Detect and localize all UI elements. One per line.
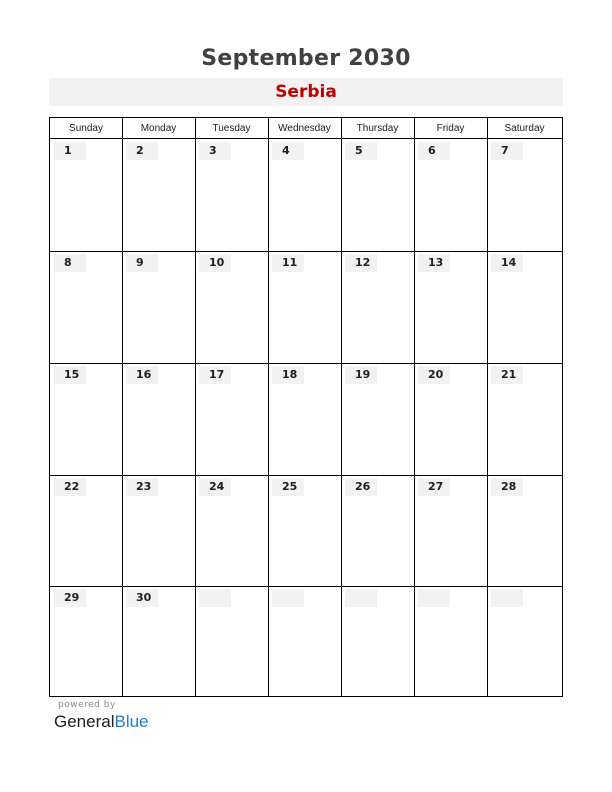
day-cell-30[interactable] — [122, 586, 195, 696]
day-cell-8[interactable] — [50, 251, 122, 363]
country-banner — [49, 78, 563, 106]
day-number: 6 — [418, 142, 450, 160]
day-cell-7[interactable] — [487, 139, 562, 251]
day-number: 7 — [491, 142, 523, 160]
day-cell-14[interactable] — [487, 251, 562, 363]
generalblue-logo[interactable] — [54, 712, 149, 732]
day-cell-12[interactable] — [341, 251, 414, 363]
day-cell-29[interactable] — [50, 586, 122, 696]
day-cell-3[interactable] — [195, 139, 268, 251]
weekday-header-thursday: Thursday — [341, 118, 414, 139]
powered-by-label: powered by — [58, 700, 116, 710]
day-number — [418, 589, 450, 607]
day-number: 1 — [54, 142, 86, 160]
day-number: 5 — [345, 142, 377, 160]
day-cell-22[interactable] — [50, 475, 122, 586]
day-number: 17 — [199, 366, 231, 384]
day-cell-25[interactable] — [268, 475, 341, 586]
day-number: 12 — [345, 254, 377, 272]
day-number: 30 — [126, 589, 158, 607]
day-number: 24 — [199, 478, 231, 496]
day-number: 14 — [491, 254, 523, 272]
day-number: 9 — [126, 254, 158, 272]
day-cell-5[interactable] — [341, 139, 414, 251]
brand-general: General — [54, 712, 115, 731]
empty-day-cell[interactable] — [414, 586, 487, 696]
day-cell-20[interactable] — [414, 363, 487, 475]
day-number: 21 — [491, 366, 523, 384]
day-number: 27 — [418, 478, 450, 496]
day-cell-26[interactable] — [341, 475, 414, 586]
empty-day-cell[interactable] — [341, 586, 414, 696]
empty-day-cell[interactable] — [195, 586, 268, 696]
day-cell-11[interactable] — [268, 251, 341, 363]
day-number: 18 — [272, 366, 304, 384]
day-cell-16[interactable] — [122, 363, 195, 475]
day-number: 16 — [126, 366, 158, 384]
day-cell-17[interactable] — [195, 363, 268, 475]
day-cell-2[interactable] — [122, 139, 195, 251]
day-number: 15 — [54, 366, 86, 384]
day-cell-23[interactable] — [122, 475, 195, 586]
day-number: 19 — [345, 366, 377, 384]
day-number — [345, 589, 377, 607]
day-cell-18[interactable] — [268, 363, 341, 475]
day-number — [272, 589, 304, 607]
day-number: 2 — [126, 142, 158, 160]
day-number: 8 — [54, 254, 86, 272]
day-number: 20 — [418, 366, 450, 384]
day-number: 26 — [345, 478, 377, 496]
day-cell-6[interactable] — [414, 139, 487, 251]
day-cell-9[interactable] — [122, 251, 195, 363]
day-cell-4[interactable] — [268, 139, 341, 251]
day-cell-21[interactable] — [487, 363, 562, 475]
weekday-header-sunday: Sunday — [50, 118, 122, 139]
weekday-header-friday: Friday — [414, 118, 487, 139]
weekday-header-saturday: Saturday — [487, 118, 562, 139]
weekday-header-wednesday: Wednesday — [268, 118, 341, 139]
day-cell-28[interactable] — [487, 475, 562, 586]
empty-day-cell[interactable] — [268, 586, 341, 696]
day-number: 25 — [272, 478, 304, 496]
calendar-title: September 2030 — [201, 46, 411, 71]
day-number — [491, 589, 523, 607]
day-cell-10[interactable] — [195, 251, 268, 363]
day-number: 22 — [54, 478, 86, 496]
empty-day-cell[interactable] — [487, 586, 562, 696]
day-number — [199, 589, 231, 607]
day-number: 13 — [418, 254, 450, 272]
day-cell-13[interactable] — [414, 251, 487, 363]
weekday-header-tuesday: Tuesday — [195, 118, 268, 139]
day-number: 23 — [126, 478, 158, 496]
day-cell-19[interactable] — [341, 363, 414, 475]
day-cell-27[interactable] — [414, 475, 487, 586]
day-number: 11 — [272, 254, 304, 272]
calendar-grid — [49, 117, 563, 697]
day-number: 3 — [199, 142, 231, 160]
country-name: Serbia — [275, 82, 337, 102]
day-number: 28 — [491, 478, 523, 496]
day-number: 29 — [54, 589, 86, 607]
day-number: 4 — [272, 142, 304, 160]
day-cell-15[interactable] — [50, 363, 122, 475]
weekday-header-monday: Monday — [122, 118, 195, 139]
day-number: 10 — [199, 254, 231, 272]
day-cell-1[interactable] — [50, 139, 122, 251]
brand-blue: Blue — [114, 712, 149, 731]
day-cell-24[interactable] — [195, 475, 268, 586]
